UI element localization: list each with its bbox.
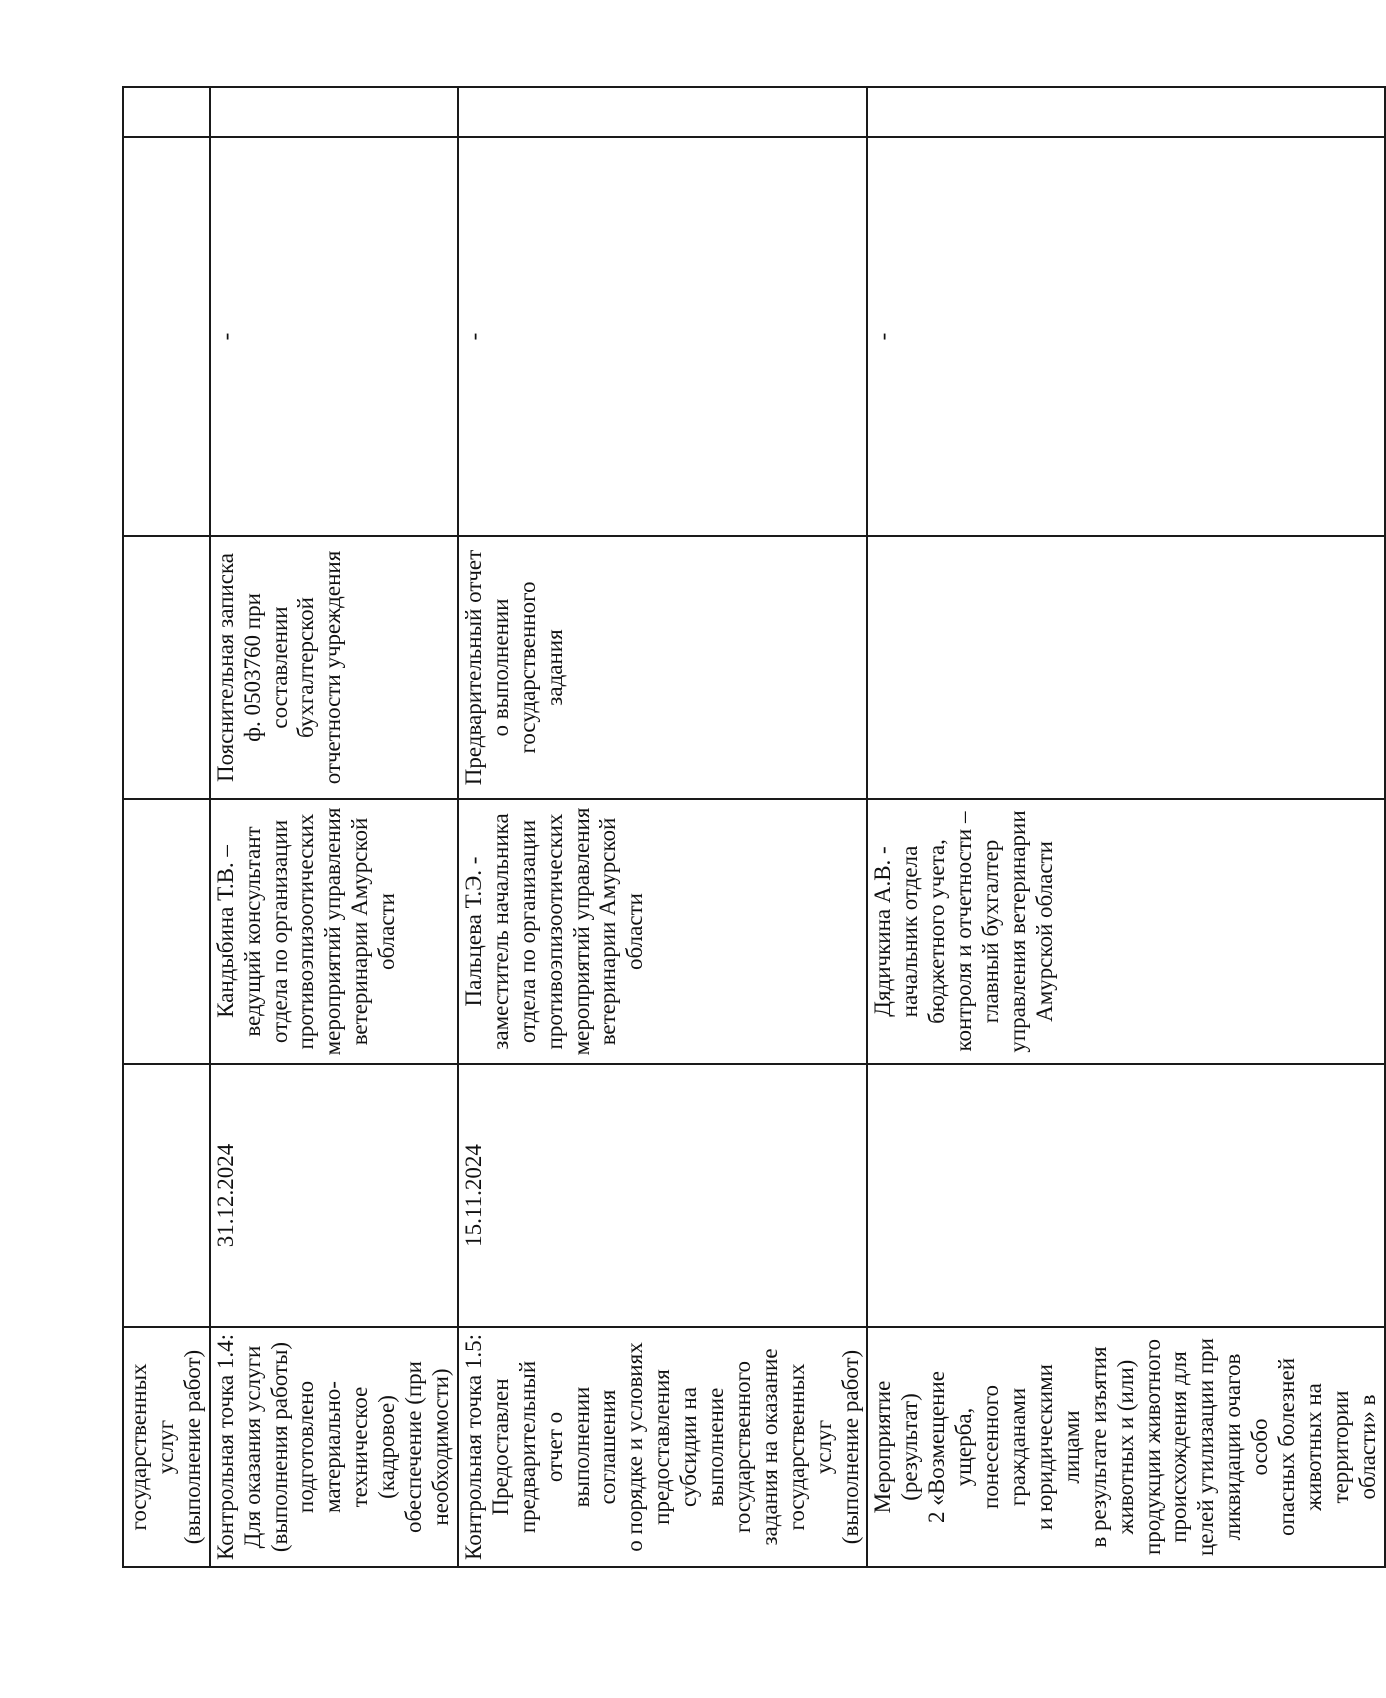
- row-responsible-cell: [210, 799, 458, 1064]
- rotated-table-wrapper: [122, 88, 1380, 1568]
- row-date-text: 31.12.2024: [212, 1143, 238, 1248]
- row-name-cell: [123, 1327, 210, 1567]
- row-responsible-cell: [123, 799, 210, 1064]
- row-document-cell: [210, 536, 458, 799]
- row-responsible-cell: [458, 799, 868, 1064]
- row-date-cell: [123, 1064, 210, 1327]
- row-name-cell: [458, 1327, 868, 1567]
- table-row: [123, 87, 210, 1567]
- row-blank-cell: [123, 87, 210, 137]
- row-blank-cell: [867, 87, 1384, 137]
- row-document-text: Предварительный отчет о выполнении государственного задания: [460, 549, 567, 786]
- table-row: [867, 87, 1384, 1567]
- row-name-text: Мероприятие (результат) 2 «Возмещение ущерба, понесенного гражданами и юридическими лицами в результате изъятия животных и (или) продукции животного происхождения для целей утилизации при ликвидации очагов особо опасных болезней животных на территории области» в: [870, 1338, 1380, 1556]
- row-date-cell: [210, 1064, 458, 1327]
- row-blank-cell: [210, 87, 458, 137]
- row-note-text: -: [870, 332, 896, 341]
- row-note-text: -: [212, 332, 238, 341]
- row-responsible-text: Кандыбина Т.В. – ведущий консультант отдела по организации противоэпизоотических мероприятий управления ветеринарии Амурской области: [212, 807, 400, 1056]
- row-note-cell: [867, 137, 1384, 536]
- row-note-cell: [123, 137, 210, 536]
- row-document-cell: [458, 536, 868, 799]
- row-responsible-text: Пальцева Т.Э. - заместитель начальника отдела по организации противоэпизоотических мероприятий управления ветеринарии Амурской области: [460, 807, 648, 1056]
- row-date-text: 15.11.2024: [460, 1144, 486, 1247]
- row-responsible-text: Дядичкина А.В. - начальник отдела бюджетного учета, контроля и отчетности – главный бухгалтер управления ветеринарии Амурской области: [870, 810, 1057, 1053]
- row-date-cell: [867, 1064, 1384, 1327]
- row-document-text: Пояснительная записка ф. 0503760 при составлении бухгалтерской отчетности учреждения: [212, 550, 346, 785]
- table-row: [210, 87, 458, 1567]
- row-name-text: Контрольная точка 1.5: Предоставлен предварительный отчет о выполнении соглашения о порядке и условиях предоставления субсидии на выполнение государственного задания на оказание государственных услуг (выполнение работ): [460, 1334, 863, 1560]
- table-row: [458, 87, 868, 1567]
- row-note-cell: [210, 137, 458, 536]
- row-document-cell: [867, 536, 1384, 799]
- row-name-cell: [867, 1327, 1384, 1567]
- row-note-cell: [458, 137, 868, 536]
- row-blank-cell: [458, 87, 868, 137]
- row-name-text: государственных услуг (выполнение работ): [126, 1349, 205, 1545]
- row-name-cell: [210, 1327, 458, 1567]
- plan-table: [122, 86, 1386, 1568]
- row-name-text: Контрольная точка 1.4: Для оказания услуги (выполнения работы) подготовлено материально- техническое (кадровое) обеспечение (при необходимости): [212, 1334, 453, 1560]
- row-responsible-cell: [867, 799, 1384, 1064]
- row-date-cell: [458, 1064, 868, 1327]
- row-document-cell: [123, 536, 210, 799]
- row-note-text: -: [460, 332, 486, 341]
